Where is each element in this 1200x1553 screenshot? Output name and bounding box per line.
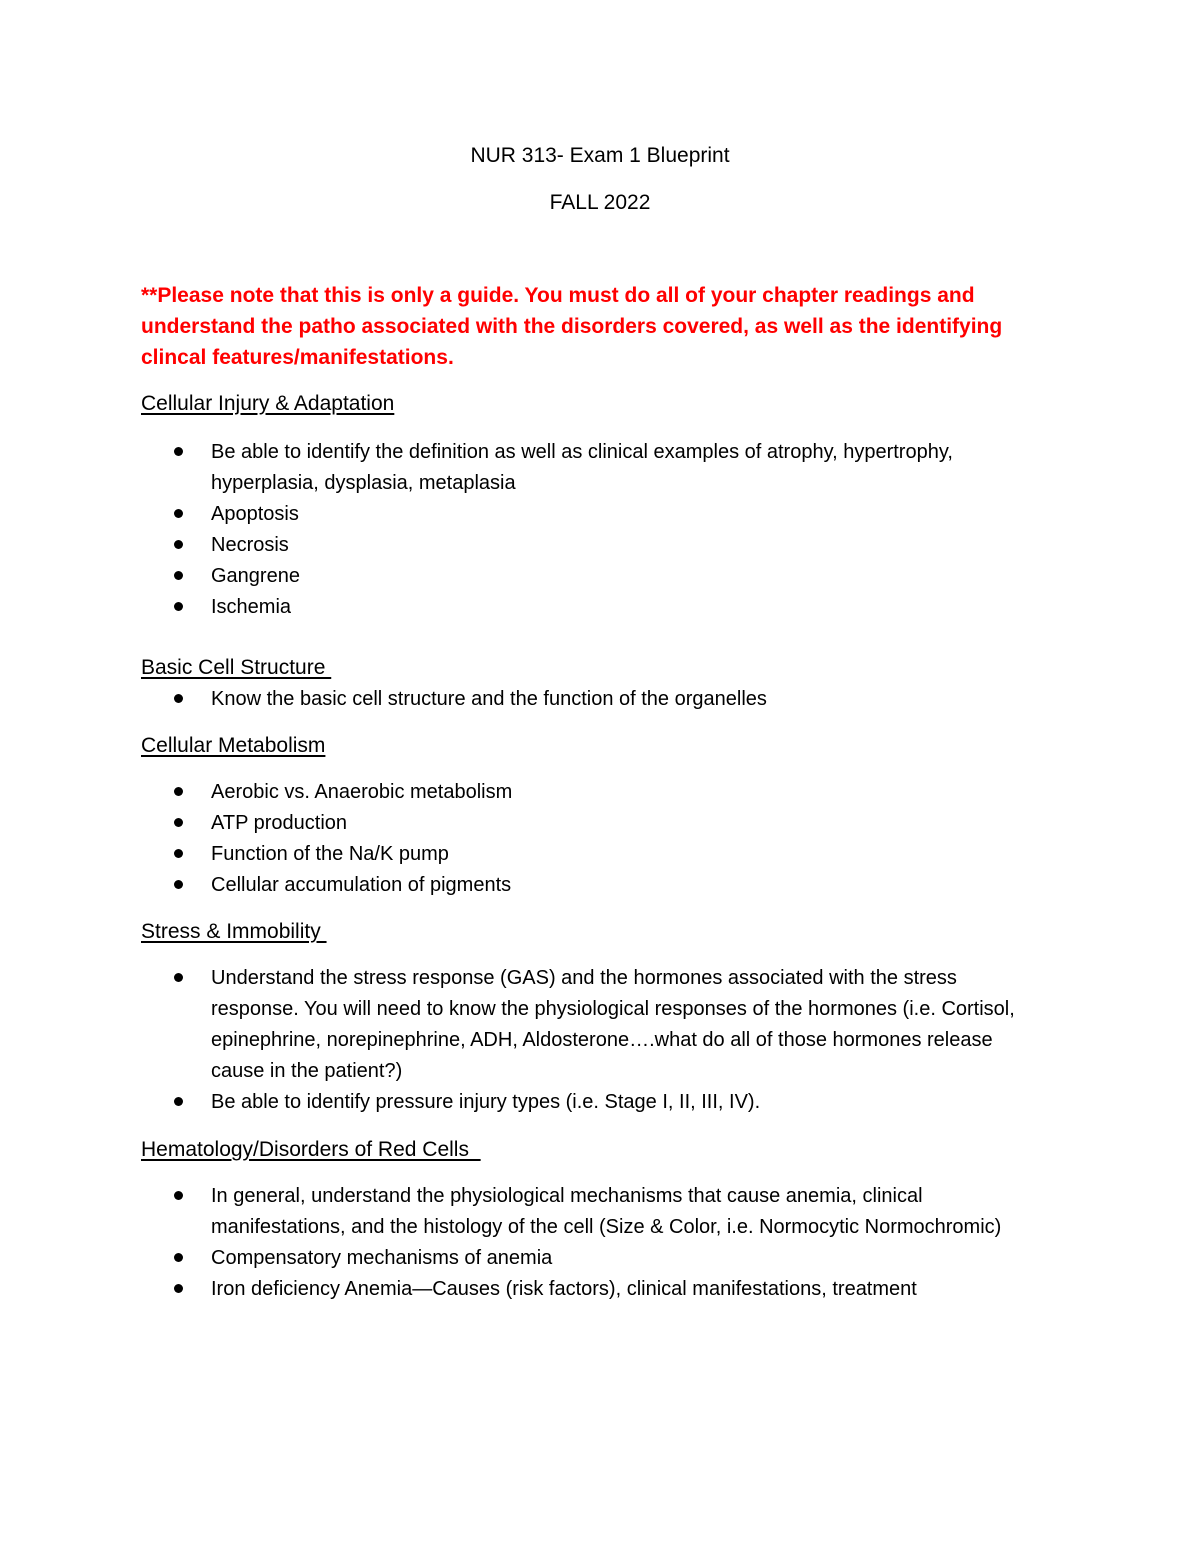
list-item: Iron deficiency Anemia—Causes (risk factors), clinical manifestations, treatment <box>141 1274 1041 1305</box>
section-list-hematology <box>141 1181 1041 1305</box>
list-item: Be able to identify the definition as well as clinical examples of atrophy, hypertrophy, hyperplasia, dysplasia, metaplasia <box>141 437 1041 499</box>
bullet-icon <box>174 571 183 580</box>
bullet-icon <box>174 849 183 858</box>
bullet-icon <box>174 880 183 889</box>
section-list-cellular-injury <box>141 437 1041 623</box>
list-item: Aerobic vs. Anaerobic metabolism <box>141 777 1041 808</box>
bullet-icon <box>174 818 183 827</box>
list-item: In general, understand the physiological mechanisms that cause anemia, clinical manifestations, and the histology of the cell (Size & Color, i.e. Normocytic Normochromic) <box>141 1181 1041 1243</box>
section-heading-hematology: Hematology/Disorders of Red Cells <box>141 1138 481 1161</box>
list-item: Gangrene <box>141 561 1041 592</box>
bullet-icon <box>174 540 183 549</box>
bullet-icon <box>174 509 183 518</box>
section-list-basic-cell-structure <box>141 684 1041 715</box>
bullet-icon <box>174 1191 183 1200</box>
list-item: Compensatory mechanisms of anemia <box>141 1243 1041 1274</box>
bullet-icon <box>174 1253 183 1262</box>
section-heading-cellular-injury: Cellular Injury & Adaptation <box>141 392 395 415</box>
list-item: ATP production <box>141 808 1041 839</box>
bullet-icon <box>174 1284 183 1293</box>
list-item: Ischemia <box>141 592 1041 623</box>
bullet-icon <box>174 602 183 611</box>
section-heading-stress-immobility: Stress & Immobility <box>141 920 327 943</box>
bullet-icon <box>174 973 183 982</box>
section-list-cellular-metabolism <box>141 777 1041 901</box>
bullet-icon <box>174 1097 183 1106</box>
list-item: Be able to identify pressure injury types (i.e. Stage I, II, III, IV). <box>141 1087 1041 1118</box>
document-title: NUR 313- Exam 1 Blueprint <box>470 144 730 167</box>
bullet-icon <box>174 787 183 796</box>
list-item: Necrosis <box>141 530 1041 561</box>
list-item: Understand the stress response (GAS) and the hormones associated with the stress response. You will need to know the physiological responses of the hormones (i.e. Cortisol, epinephrine, norepinephrine, ADH, Aldosterone….what do all of those hormones release cause in the patient?) <box>141 963 1041 1087</box>
list-item: Know the basic cell structure and the function of the organelles <box>141 684 1041 715</box>
list-item: Apoptosis <box>141 499 1041 530</box>
bullet-icon <box>174 694 183 703</box>
bullet-icon <box>174 447 183 456</box>
section-heading-cellular-metabolism: Cellular Metabolism <box>141 734 326 757</box>
list-item: Function of the Na/K pump <box>141 839 1041 870</box>
guide-note: **Please note that this is only a guide. You must do all of your chapter readings and understand the patho associated with the disorders covered, as well as the identifying clincal features/manifestations. <box>141 284 1003 369</box>
section-list-stress-immobility <box>141 963 1041 1118</box>
section-heading-basic-cell-structure: Basic Cell Structure <box>141 656 332 679</box>
list-item: Cellular accumulation of pigments <box>141 870 1041 901</box>
document-term: FALL 2022 <box>549 191 651 214</box>
